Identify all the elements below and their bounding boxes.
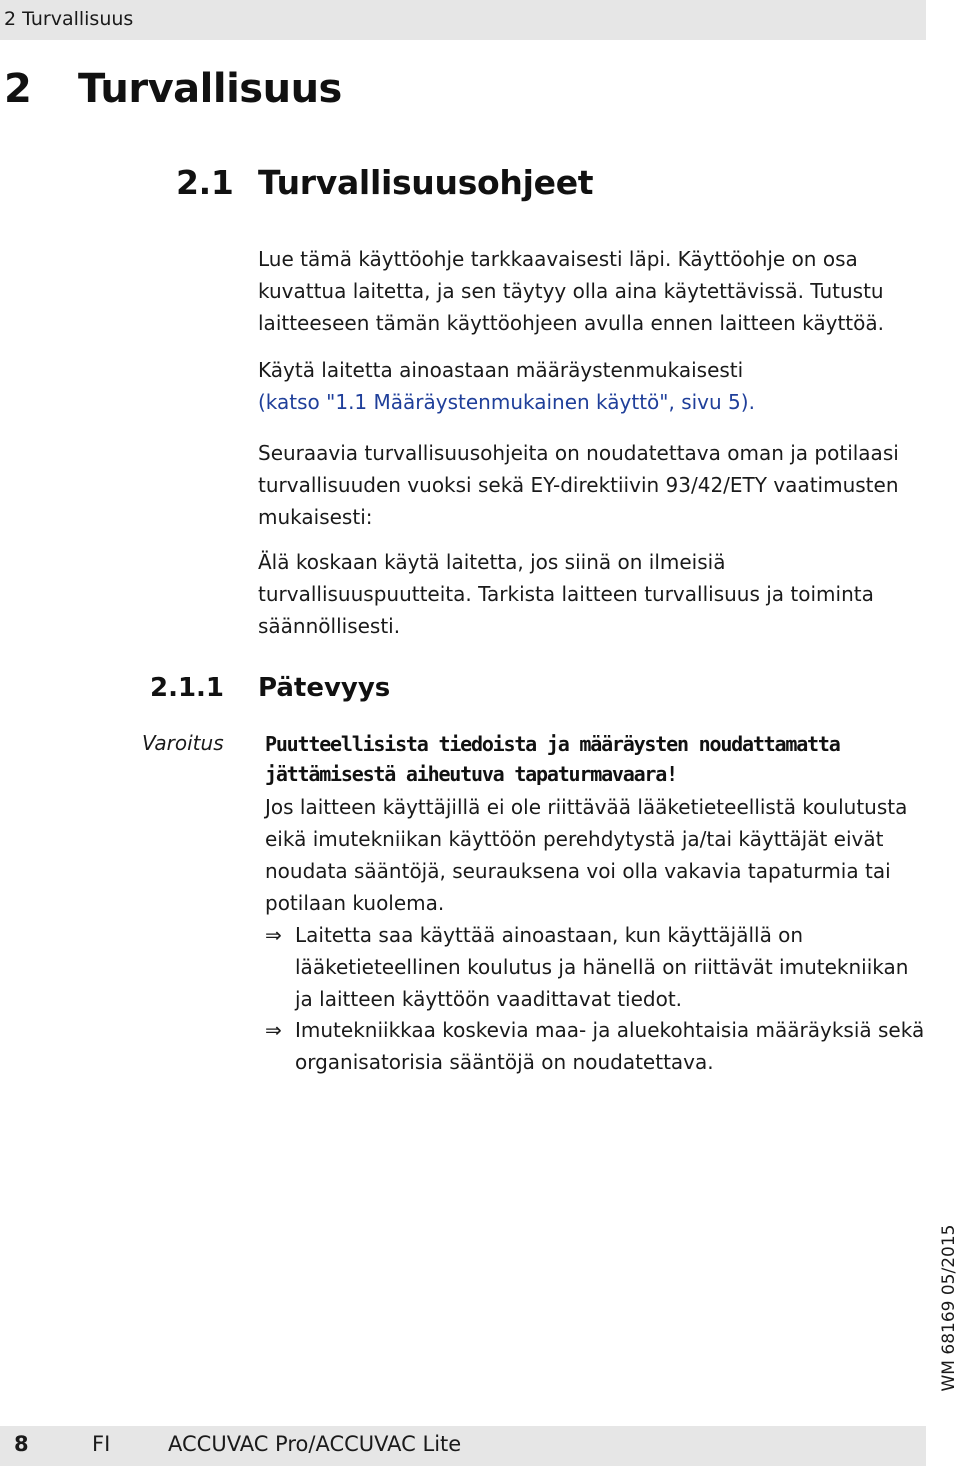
intended-use-text: Käytä laitetta ainoastaan määräystenmukaisesti	[258, 358, 744, 382]
paragraph-never-use: Älä koskaan käytä laitetta, jos siinä on ilmeisiä turvallisuuspuutteita. Tarkista laitteen turvallisuus ja toiminta säännöllisesti.	[258, 550, 874, 638]
document-code-text: WM 68169 05/2015	[939, 1224, 959, 1392]
subsection-heading	[150, 673, 390, 703]
warning-label: Varoitus	[142, 731, 224, 755]
warning-bullet-text: Imutekniikkaa koskevia maa- ja aluekohtaisia määräyksiä sekä organisatorisia sääntöjä on noudatettava.	[295, 1018, 925, 1074]
footer-product-name: ACCUVAC Pro/ACCUVAC Lite	[168, 1432, 462, 1456]
paragraph-intended-use	[258, 354, 928, 418]
footer-page-number: 8	[14, 1432, 29, 1456]
warning-body: Jos laitteen käyttäjillä ei ole riittävää lääketieteellistä koulutusta eikä imutekniikan käyttöön perehdytystä ja/tai käyttäjät eivät noudata sääntöjä, seurauksena voi olla vakavia tapaturmia tai potilaan kuolema.	[265, 795, 908, 915]
chapter-number: 2	[4, 66, 32, 112]
paragraph-safety-directive: Seuraavia turvallisuusohjeita on noudatettava oman ja potilaasi turvallisuuden vuoksi sekä EY-direktiivin 93/42/ETY vaatimusten mukaisesti:	[258, 441, 899, 529]
section-number: 2.1	[176, 163, 234, 202]
footer-language: FI	[92, 1432, 111, 1456]
double-arrow-icon: ⇒	[265, 923, 282, 947]
paragraph-intro: Lue tämä käyttöohje tarkkaavaisesti läpi. Käyttöohje on osa kuvattua laitetta, ja sen täytyy olla aina käytettävissä. Tutustu laitteeseen tämän käyttöohjeen avulla ennen laitteen käyttöä.	[258, 247, 884, 335]
document-code-vertical	[938, 1224, 960, 1392]
subsection-number: 2.1.1	[150, 673, 225, 703]
chapter-title: Turvallisuus	[78, 66, 342, 112]
section-title: Turvallisuusohjeet	[258, 163, 594, 202]
section-heading	[176, 163, 593, 202]
double-arrow-icon: ⇒	[265, 1018, 282, 1042]
running-header-title: 2 Turvallisuus	[4, 8, 134, 30]
subsection-title: Pätevyys	[258, 673, 391, 703]
footer-bar	[0, 1426, 926, 1466]
warning-bullet	[265, 1014, 930, 1078]
intended-use-reference-link[interactable]: (katso "1.1 Määräystenmukainen käyttö", sivu 5).	[258, 390, 755, 414]
chapter-heading	[4, 66, 342, 112]
running-header-bar	[0, 0, 926, 40]
warning-title: Puutteellisista tiedoista ja määräysten noudattamatta jättämisestä aiheutuva tapaturmavaara!	[265, 732, 840, 786]
warning-bullet-text: Laitetta saa käyttää ainoastaan, kun käyttäjällä on lääketieteellinen koulutus ja hänellä on riittävät imutekniikan ja laitteen käyttöön vaadittavat tiedot.	[295, 923, 909, 1011]
warning-bullet	[265, 919, 930, 1015]
